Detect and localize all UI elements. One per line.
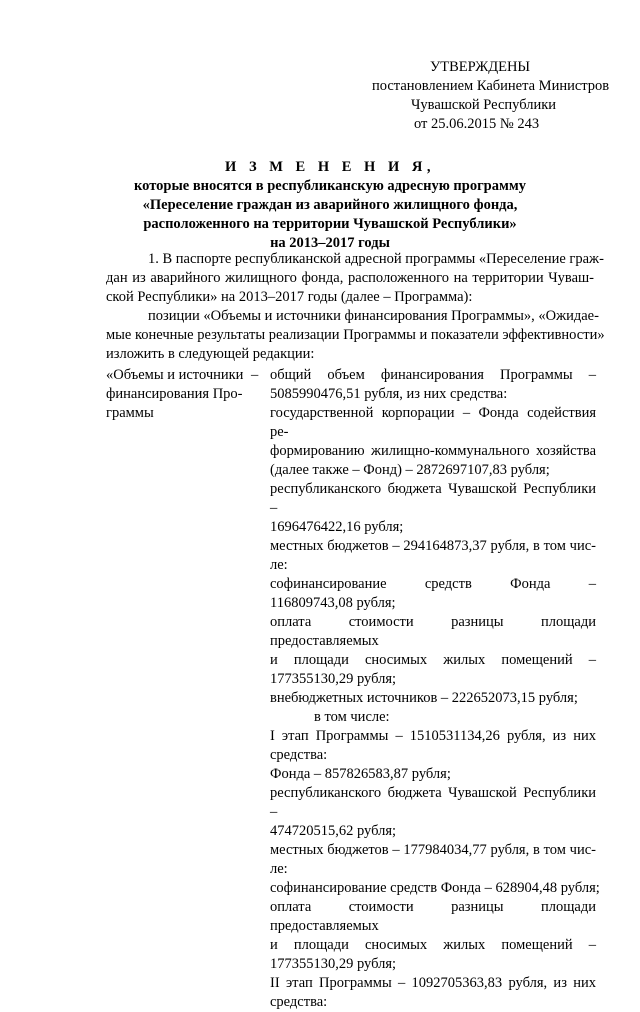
passport-item-value xyxy=(270,366,600,1012)
approval-stamp xyxy=(372,58,612,134)
value-line: 474720515,62 рубля; xyxy=(270,823,397,839)
value-line: средства: xyxy=(270,994,328,1010)
document-title xyxy=(100,158,560,253)
intro-line: дан из аварийного жилищного фонда, расположенного на территории Чуваш- xyxy=(106,270,594,286)
label-line: финансирования Про- xyxy=(106,386,243,402)
value-line: II этап Программы – 1092705363,83 рубля, из них xyxy=(270,975,596,991)
intro-line: ской Республики» на 2013–2017 годы (далее – Программа): xyxy=(106,289,473,305)
value-line: софинансирование средств Фонда – 628904,48 рубля; xyxy=(270,880,600,896)
approval-line: от 25.06.2015 № 243 xyxy=(414,116,540,132)
intro-line: позиции «Объемы и источники финансирования Программы», «Ожидае- xyxy=(148,308,599,324)
value-line: софинансирование средств Фонда – xyxy=(270,576,596,592)
passport-item-label xyxy=(106,366,266,423)
value-line: и площади сносимых жилых помещений – xyxy=(270,652,596,668)
label-line: граммы xyxy=(106,405,154,421)
value-line: Фонда – 857826583,87 рубля; xyxy=(270,766,451,782)
value-line: ле: xyxy=(270,861,288,877)
value-line: 5085990476,51 рубля, из них средства: xyxy=(270,386,508,402)
value-line: 1696476422,16 рубля; xyxy=(270,519,404,535)
title-heading: И З М Е Н Е Н И Я, xyxy=(225,159,435,175)
label-line: «Объемы и источники xyxy=(106,367,244,383)
title-line: на 2013–2017 годы xyxy=(270,235,390,251)
value-line: ле: xyxy=(270,557,288,573)
value-line: и площади сносимых жилых помещений – xyxy=(270,937,596,953)
value-line: формированию жилищно-коммунального хозяйства xyxy=(270,443,596,459)
title-line: расположенного на территории Чувашской Республики» xyxy=(143,216,517,232)
value-line: местных бюджетов – 294164873,37 рубля, в том чис- xyxy=(270,538,596,554)
value-line: оплата стоимости разницы площади предоставляемых xyxy=(270,614,596,649)
title-line: которые вносятся в республиканскую адресную программу xyxy=(134,178,526,194)
intro-line: 1. В паспорте республиканской адресной программы «Переселение граж- xyxy=(148,251,604,267)
value-line: внебюджетных источников – 222652073,15 рубля; xyxy=(270,690,578,706)
intro-paragraphs xyxy=(106,250,605,364)
approval-line: Чувашской Республики xyxy=(411,97,557,113)
intro-line: изложить в следующей редакции: xyxy=(106,346,315,362)
value-line: государственной корпорации – Фонда содействия ре- xyxy=(270,405,596,440)
value-line: оплата стоимости разницы площади предоставляемых xyxy=(270,899,596,934)
intro-line: мые конечные результаты реализации Программы и показатели эффективности» xyxy=(106,327,605,343)
value-line: 177355130,29 рубля; xyxy=(270,671,397,687)
approval-line: УТВЕРЖДЕНЫ xyxy=(430,59,531,75)
value-line: местных бюджетов – 177984034,77 рубля, в том чис- xyxy=(270,842,596,858)
value-line: 177355130,29 рубля; xyxy=(270,956,397,972)
approval-line: постановлением Кабинета Министров xyxy=(372,78,610,94)
value-line: (далее также – Фонд) – 2872697107,83 рубля; xyxy=(270,462,550,478)
value-line: средства: xyxy=(270,747,328,763)
value-line: I этап Программы – 1510531134,26 рубля, из них xyxy=(270,728,596,744)
value-line: 116809743,08 рубля; xyxy=(270,595,396,611)
value-line: общий объем финансирования Программы – xyxy=(270,367,596,383)
value-line: республиканского бюджета Чувашской Республики – xyxy=(270,481,596,516)
value-line: в том числе: xyxy=(314,709,390,725)
label-dash: – xyxy=(251,367,259,383)
value-line: республиканского бюджета Чувашской Республики – xyxy=(270,785,596,820)
title-line: «Переселение граждан из аварийного жилищного фонда, xyxy=(142,197,518,213)
